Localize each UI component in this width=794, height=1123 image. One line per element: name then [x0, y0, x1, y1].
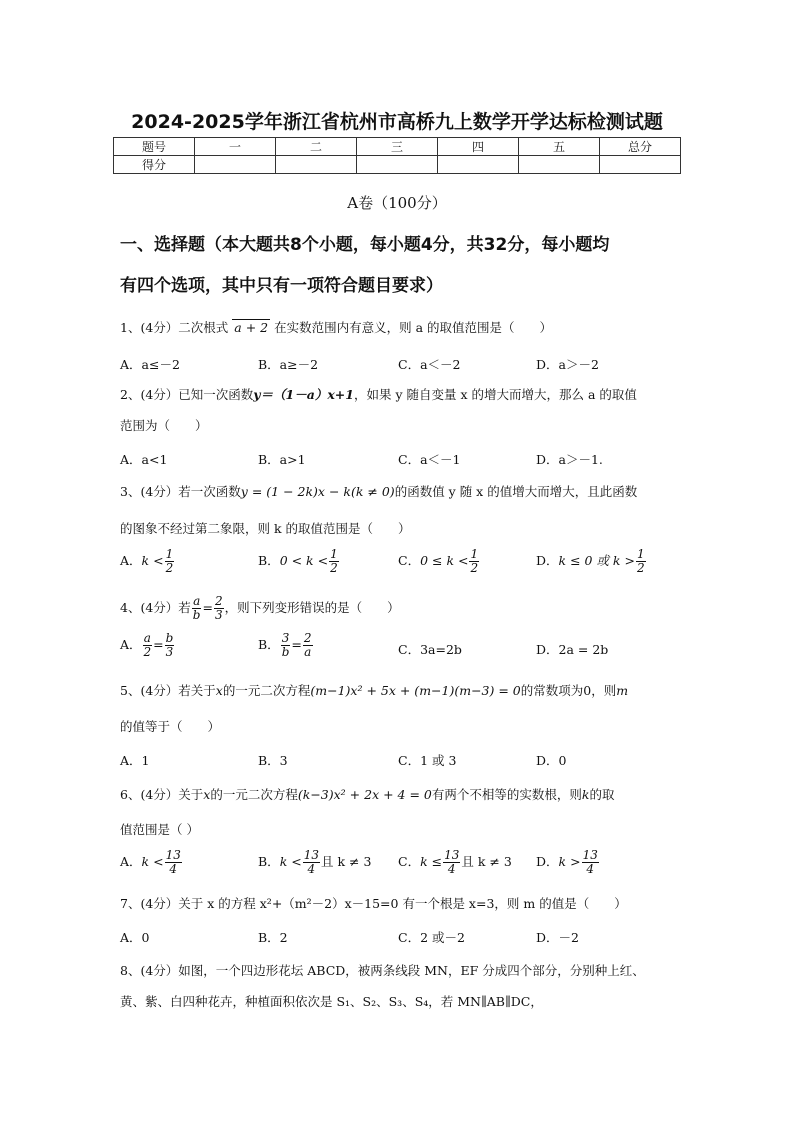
score-header-cell: 一 — [195, 138, 276, 156]
q3-c-num: 1 — [470, 547, 479, 561]
q1-option-b: B．a≥－2 — [258, 357, 319, 372]
q6-c-den: 4 — [447, 862, 456, 876]
q4-a-n2: b — [165, 631, 174, 645]
q3-d-den: 2 — [636, 561, 645, 575]
q1-option-d: D．a＞－2 — [536, 357, 599, 372]
score-header-cell: 总分 — [600, 138, 681, 156]
q5-mid: 的一元二次方程 — [222, 683, 311, 698]
q6-mid: 的一元二次方程 — [210, 787, 298, 802]
q3-post: 的函数值 y 随 x 的值增大而增大，且此函数 — [394, 484, 638, 499]
q1-options — [120, 355, 680, 377]
q6-equation: (k−3)x² + 2x + 4 = 0 — [297, 787, 432, 802]
question-2-line2: 范围为（ ） — [120, 418, 208, 433]
q6-b-post: 且 k ≠ 3 — [321, 854, 372, 869]
q3-option-a — [120, 548, 175, 575]
q3-a-num: 1 — [165, 547, 174, 561]
q6-b-pre: k < — [279, 854, 302, 869]
q4-b-d1: b — [281, 645, 290, 659]
score-header-cell: 二 — [276, 138, 357, 156]
q5-option-a: A．1 — [120, 753, 150, 768]
q6-d-fraction — [582, 849, 599, 876]
q4-a-label: A． — [120, 637, 142, 652]
q5-option-b: B．3 — [258, 753, 288, 768]
question-2-line1 — [120, 387, 680, 403]
q6-a-num: 13 — [165, 848, 181, 862]
q3-d-fraction — [636, 548, 646, 575]
score-table — [113, 137, 681, 174]
q4-fraction-2 — [214, 595, 224, 622]
score-cell — [195, 156, 276, 174]
q4-b-frac-1 — [281, 632, 291, 659]
score-cell — [276, 156, 357, 174]
question-6-line2: 值范围是（ ） — [120, 822, 199, 837]
q4-option-c: C．3a=2b — [398, 642, 462, 657]
q3-option-b — [258, 548, 340, 575]
q4-b-n2: 2 — [303, 631, 312, 645]
q6-option-c — [398, 849, 512, 876]
exam-title: 2024-2025学年浙江省杭州市高桥九上数学开学达标检测试题 — [131, 111, 663, 133]
q6-c-pre: k ≤ — [420, 854, 443, 869]
question-6-line1 — [120, 787, 680, 803]
q4-f1-num: a — [193, 594, 201, 608]
q3-c-den: 2 — [470, 561, 479, 575]
q6-a-fraction — [165, 849, 182, 876]
q6-a-pre: k < — [141, 854, 164, 869]
q4-option-d: D．2a = 2b — [536, 642, 609, 657]
q3-a-pre: k < — [141, 553, 164, 568]
q3-a-fraction — [165, 548, 175, 575]
q6-b-num: 13 — [303, 848, 319, 862]
q4-a-n1: a — [143, 631, 151, 645]
q6-b-label: B． — [258, 854, 280, 869]
q6-d-pre: k > — [558, 854, 581, 869]
score-header-cell: 四 — [438, 138, 519, 156]
q4-option-a — [120, 632, 175, 659]
q3-b-pre: 0 < k < — [279, 553, 329, 568]
q2-option-c: C．a＜－1 — [398, 452, 461, 467]
score-cell — [438, 156, 519, 174]
q4-a-d2: 3 — [165, 645, 174, 659]
paper-a-heading: A卷（100分） — [347, 194, 447, 212]
q6-a-den: 4 — [169, 862, 178, 876]
q4-a-frac-1 — [143, 632, 153, 659]
question-3-line2: 的图象不经过第二象限，则 k 的取值范围是（ ） — [120, 521, 411, 536]
score-cell — [600, 156, 681, 174]
q3-d-pre: k ≤ 0 或 k > — [558, 553, 635, 568]
q5-post: 的常数项为0，则 — [520, 683, 617, 698]
q5-m: m — [616, 683, 629, 698]
question-7: 7、(4分）关于 x 的方程 x²+（m²－2）x－15=0 有一个根是 x=3，则 m 的值是（ ） — [120, 896, 627, 911]
q3-b-label: B． — [258, 553, 280, 568]
q6-k: k — [581, 787, 590, 802]
q1-pre: 1、(4分）二次根式 — [120, 320, 229, 335]
q4-b-n1: 3 — [281, 631, 290, 645]
q7-option-c: C．2 或－2 — [398, 930, 465, 945]
q2-option-d: D．a＞－1. — [536, 452, 603, 467]
q7-option-b: B．2 — [258, 930, 288, 945]
q3-a-den: 2 — [165, 561, 174, 575]
section1-line1: 一、选择题（本大题共8个小题，每小题4分，共32分，每小题均 — [120, 235, 610, 255]
q4-b-eq: = — [291, 637, 302, 652]
q6-post: 有两个不相等的实数根，则 — [431, 787, 582, 802]
q4-equals: = — [202, 600, 213, 615]
question-5-line2: 的值等于（ ） — [120, 719, 221, 734]
q3-a-label: A． — [120, 553, 142, 568]
q6-b-den: 4 — [307, 862, 316, 876]
q4-fraction-1 — [192, 595, 202, 622]
q3-b-num: 1 — [330, 547, 338, 561]
q2-function: y＝（1－a）x+1 — [253, 387, 354, 402]
score-table-header-row — [114, 138, 681, 156]
q1-radicand: a + 2 — [234, 320, 269, 335]
q6-c-num: 13 — [444, 848, 460, 862]
section1-line2: 有四个选项，其中只有一项符合题目要求） — [120, 276, 443, 296]
q4-options — [120, 632, 680, 666]
q1-post: 在实数范围内有意义，则 a 的取值范围是（ ） — [274, 320, 552, 335]
q3-options — [120, 548, 680, 584]
q6-pre: 6、(4分）关于 — [120, 787, 204, 802]
score-cell — [357, 156, 438, 174]
score-row-label: 得分 — [114, 156, 195, 174]
q6-end: 的取 — [589, 787, 615, 802]
q6-c-post: 且 k ≠ 3 — [461, 854, 512, 869]
q3-option-d — [536, 548, 647, 575]
question-5-line1 — [120, 683, 680, 699]
q6-b-fraction — [303, 849, 320, 876]
q4-b-d2: a — [304, 645, 312, 659]
q4-f1-den: b — [192, 608, 201, 622]
q7-options — [120, 928, 680, 950]
q2-option-b: B．a>1 — [258, 452, 306, 467]
q3-b-fraction — [329, 548, 339, 575]
q3-pre: 3、(4分）若一次函数 — [120, 484, 241, 499]
score-cell — [519, 156, 600, 174]
q4-b-frac-2 — [303, 632, 313, 659]
q6-option-b — [258, 849, 371, 876]
score-header-cell: 题号 — [114, 138, 195, 156]
q5-option-d: D．0 — [536, 753, 567, 768]
q5-pre: 5、(4分）若关于 — [120, 683, 216, 698]
q6-d-label: D． — [536, 854, 559, 869]
q7-option-d: D．－2 — [536, 930, 579, 945]
q5-option-c: C．1 或 3 — [398, 753, 457, 768]
question-1 — [120, 319, 680, 336]
q2-option-a: A．a<1 — [120, 452, 168, 467]
question-4 — [120, 592, 680, 624]
score-table-score-row — [114, 156, 681, 174]
q1-radical — [232, 319, 270, 336]
q7-option-a: A．0 — [120, 930, 150, 945]
q6-c-fraction — [443, 849, 460, 876]
q5-x: x — [215, 683, 223, 698]
q6-a-label: A． — [120, 854, 142, 869]
q4-a-d1: 2 — [143, 645, 152, 659]
question-8-line1: 8、(4分）如图，一个四边形花坛 ABCD，被两条线段 MN，EF 分成四个部分，分别种上红、 — [120, 963, 645, 978]
question-8-line2: 黄、紫、白四种花卉，种植面积依次是 S₁、S₂、S₃、S₄，若 MN∥AB∥DC， — [120, 994, 543, 1009]
q3-c-pre: 0 ≤ k < — [420, 553, 469, 568]
q4-a-frac-2 — [165, 632, 175, 659]
q4-f2-den: 3 — [214, 608, 223, 622]
q3-option-c — [398, 548, 480, 575]
question-3-line1 — [120, 484, 680, 500]
q3-d-label: D． — [536, 553, 559, 568]
q4-post: ，则下列变形错误的是（ ） — [224, 600, 400, 615]
q2-pre: 2、(4分）已知一次函数 — [120, 387, 254, 402]
q4-pre: 4、(4分）若 — [120, 600, 191, 615]
q3-function: y = (1 − 2k)x − k(k ≠ 0) — [240, 484, 395, 499]
score-header-cell: 五 — [519, 138, 600, 156]
q6-d-den: 4 — [586, 862, 595, 876]
q1-option-c: C．a＜－2 — [398, 357, 461, 372]
q2-post: ，如果 y 随自变量 x 的增大而增大，那么 a 的取值 — [353, 387, 637, 402]
q3-c-fraction — [469, 548, 479, 575]
q6-d-num: 13 — [582, 848, 598, 862]
q3-d-num: 1 — [636, 547, 645, 561]
q6-option-d — [536, 849, 600, 876]
q1-option-a: A．a≤－2 — [120, 357, 180, 372]
q6-c-label: C． — [398, 854, 421, 869]
q2-options — [120, 450, 680, 472]
q4-option-b — [258, 632, 314, 659]
q4-a-eq: = — [153, 637, 164, 652]
q3-c-label: C． — [398, 553, 421, 568]
score-header-cell: 三 — [357, 138, 438, 156]
q6-x: x — [203, 787, 211, 802]
q5-equation: (m−1)x² + 5x + (m−1)(m−3) = 0 — [310, 683, 521, 698]
q4-f2-num: 2 — [214, 594, 223, 608]
q6-options — [120, 849, 680, 885]
q4-b-label: B． — [258, 637, 280, 652]
q3-b-den: 2 — [330, 561, 338, 575]
q6-option-a — [120, 849, 183, 876]
q5-options — [120, 751, 680, 773]
